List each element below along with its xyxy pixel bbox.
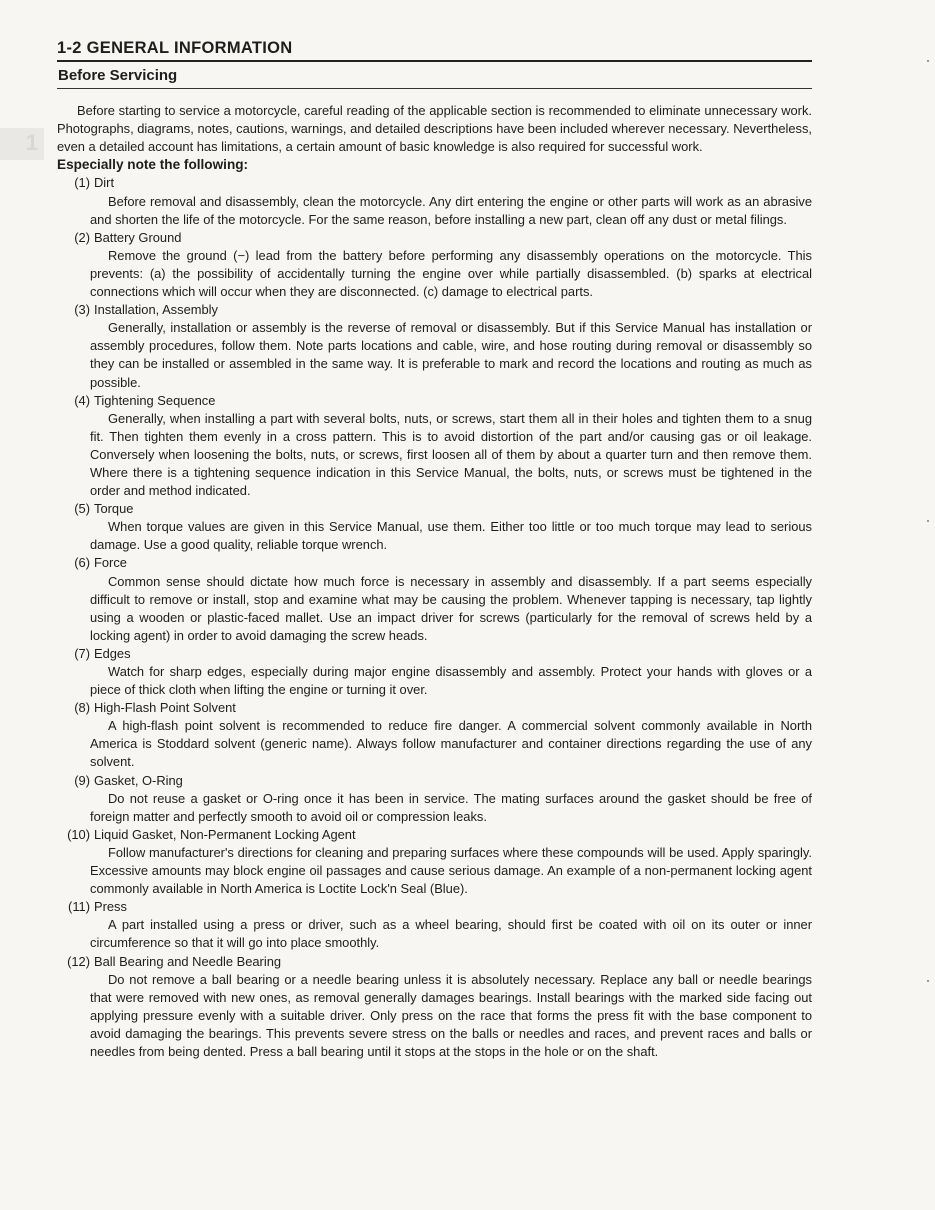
item-number: (12): [67, 953, 90, 969]
list-item: [57, 645, 812, 699]
item-title: Force: [94, 555, 127, 571]
list-item: [57, 898, 812, 952]
item-text: Generally, installation or assembly is the reverse of removal or disassembly. But if this Service Manual has installation or assembly procedures, follow them. Note parts locations and cable, wire, and hose routing during removal or disassembly so they can be installed or assembled in the same way. It is preferable to mark and record the locations and routing as much as possible.: [90, 320, 812, 390]
list-item: [57, 826, 812, 898]
item-title: Press: [94, 899, 127, 915]
item-heading: [57, 392, 812, 410]
edge-mark: [927, 980, 929, 982]
list-item: [57, 500, 812, 554]
section-title: Before Servicing: [58, 67, 178, 84]
item-title: Gasket, O-Ring: [94, 772, 183, 788]
item-heading: [57, 301, 812, 319]
item-text: Common sense should dictate how much force is necessary in assembly and disassembly. If a part seems especially difficult to remove or install, stop and examine what may be causing the problem. Whenever tapping is necessary, tap lightly using a wooden or plastic-faced mallet. Use an impact driver for screws (particularly for the removal of screws held by a locking agent) in order to avoid damaging the screw heads.: [90, 573, 812, 643]
item-title: Installation, Assembly: [94, 302, 218, 318]
note-heading: Especially note the following:: [57, 157, 249, 173]
item-text: Watch for sharp edges, especially during major engine disassembly and assembly. Protect your hands with gloves or a piece of thick cloth when lifting the engine or turning it over.: [90, 664, 812, 698]
item-title: Edges: [94, 645, 131, 661]
item-number: (4): [74, 392, 90, 408]
item-heading: [57, 174, 812, 192]
item-heading: [57, 645, 812, 663]
list-item: [57, 554, 812, 644]
list-item: [57, 301, 812, 391]
item-heading: [57, 699, 812, 717]
list-item: [57, 174, 812, 228]
list-item: [57, 229, 812, 301]
item-number: (11): [68, 899, 90, 915]
edge-mark: [927, 60, 929, 62]
document-page: [57, 38, 812, 1061]
list-item: [57, 392, 812, 501]
list-item: [57, 953, 812, 1062]
item-text: Before removal and disassembly, clean the motorcycle. Any dirt entering the engine or other parts will work as an abrasive and shorten the life of the motorcycle. For the same reason, before installing a new part, clean off any dust or metal filings.: [90, 193, 812, 227]
item-number: (1): [74, 175, 90, 191]
item-text: Follow manufacturer's directions for cleaning and preparing surfaces where these compounds will be used. Apply sparingly. Excessive amounts may block engine oil passages and cause serious damage. An example of a non-permanent locking agent commonly available in North America is Loctite Lock'n Seal (Blue).: [90, 844, 812, 897]
item-heading: [57, 554, 812, 572]
item-number: (5): [74, 501, 90, 517]
item-title: Dirt: [94, 175, 115, 191]
item-number: (6): [74, 555, 90, 571]
item-number: (2): [74, 229, 90, 245]
list-item: [57, 699, 812, 771]
chapter-edge-tab: 1: [0, 128, 44, 160]
item-text: Generally, when installing a part with several bolts, nuts, or screws, start them all in their holes and tighten them to a snug fit. Then tighten them evenly in a cross pattern. This is to avoid distortion of the part and/or causing gas or oil leakage. Conversely when loosening the bolts, nuts, or screws, first loosen all of them by about a quarter turn and then remove them. Where there is a tightening sequence indication in this Service Manual, the bolts, nuts, or screws must be tightened in the order and method indicated.: [90, 410, 812, 499]
chapter-title: 1-2 GENERAL INFORMATION: [57, 39, 293, 57]
item-title: High-Flash Point Solvent: [94, 700, 236, 716]
item-heading: [57, 826, 812, 844]
item-number: (8): [74, 700, 90, 716]
item-heading: [57, 500, 812, 518]
item-text: Do not reuse a gasket or O-ring once it has been in service. The mating surfaces around the gasket should be free of foreign matter and perfectly smooth to avoid oil or compression leaks.: [90, 790, 812, 824]
item-title: Tightening Sequence: [94, 392, 216, 408]
intro-paragraph: Before starting to service a motorcycle, careful reading of the applicable section is recommended to eliminate unnecessary work. Photographs, diagrams, notes, cautions, warnings, and detailed descriptions have been included wherever necessary. Nevertheless, even a detailed account has limitations, a certain amount of basic knowledge is also required for successful work.: [57, 103, 813, 155]
item-title: Liquid Gasket, Non-Permanent Locking Agent: [94, 826, 356, 842]
item-title: Torque: [94, 501, 134, 517]
servicing-items-list: [57, 174, 812, 1061]
item-heading: [57, 772, 812, 790]
item-number: (10): [67, 826, 90, 842]
section-rule: [57, 88, 812, 89]
header-rule: [57, 60, 812, 62]
item-title: Battery Ground: [94, 229, 182, 245]
item-number: (7): [74, 645, 90, 661]
item-heading: [57, 898, 812, 916]
item-text: A part installed using a press or driver, such as a wheel bearing, should first be coated with oil on its outer or inner circumference so that it will go into place smoothly.: [90, 917, 812, 951]
item-title: Ball Bearing and Needle Bearing: [94, 953, 282, 969]
item-number: (3): [74, 302, 90, 318]
item-number: (9): [74, 772, 90, 788]
item-text: Do not remove a ball bearing or a needle bearing unless it is absolutely necessary. Replace any ball or needle bearings that were removed with new ones, as removal generally damages bearings. Install bearings with the marked side facing out applying pressure evenly with a suitable driver. Only press on the race that forms the press fit with the base component to avoid damaging the bearings. This prevents severe stress on the balls or needles and races, and prevent races and balls or needles from being dented. Press a ball bearing until it stops at the stops in the hole or on the shaft.: [90, 971, 812, 1059]
item-text: When torque values are given in this Service Manual, use them. Either too little or too much torque may lead to serious damage. Use a good quality, reliable torque wrench.: [90, 519, 812, 553]
edge-mark: [927, 520, 929, 522]
list-item: [57, 772, 812, 826]
item-text: A high-flash point solvent is recommended to reduce fire danger. A commercial solvent commonly available in North America is Stoddard solvent (generic name). Always follow manufacturer and container directions regarding the use of any solvent.: [90, 718, 812, 770]
item-heading: [57, 229, 812, 247]
item-heading: [57, 953, 812, 971]
item-text: Remove the ground (−) lead from the battery before performing any disassembly operations on the motorcycle. This prevents: (a) the possibility of accidentally turning the engine over while partially disassembled. (b) sparks at electrical connections which will occur when they are disconnected. (c) damage to electrical parts.: [90, 247, 812, 300]
